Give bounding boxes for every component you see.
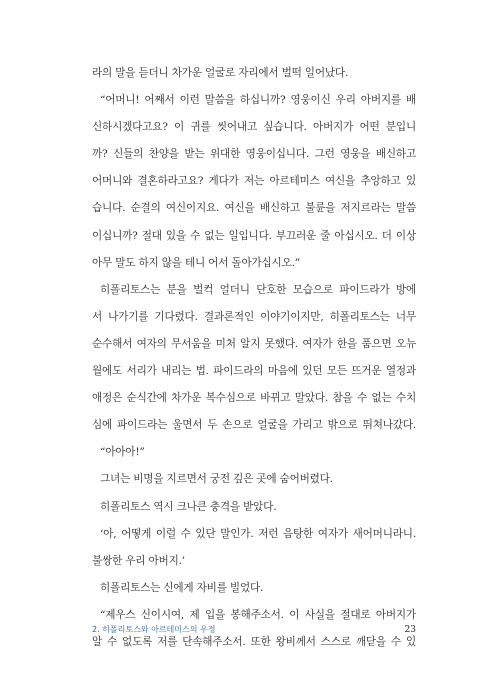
page-number: 23 [404,625,416,635]
text-line: 히폴리토스는 신에게 자비를 빌었다. [100,581,264,594]
text-line: 심에 파이드라는 울면서 두 손으로 얼굴을 가리고 밖으로 뛰쳐나갔다. [92,419,416,432]
text-line: ‘아, 어떻게 이럴 수 있단 말인가. 저런 음탕한 여자가 새어머니라니. [100,527,416,540]
text-line: 히폴리토스 역시 크나큰 충격을 받았다. [100,500,277,513]
text-line: 까? 신들의 찬양을 받는 위대한 영웅이십니다. 그런 영웅을 배신하고 [92,148,416,161]
text-line: 월에도 서리가 내리는 법. 파이드라의 마음에 있던 모든 뜨거운 열정과 [92,365,416,378]
text-line: 신하시겠다고요? 이 귀를 씻어내고 싶습니다. 아버지가 어떤 분입니 [92,121,416,134]
text-line: 아무 말도 하지 않을 테니 어서 돌아가십시오.” [92,256,300,269]
text-line: “어머니! 어째서 이런 말씀을 하십니까? 영웅이신 우리 아버지를 배 [100,94,416,107]
body-text [92,60,416,656]
text-line: 알 수 없도록 저를 단속해주소서. 또한 왕비께서 스스로 깨닫을 수 있 [92,635,416,648]
text-line: “아아아!” [100,446,145,459]
text-line: 어머니와 결혼하라고요? 게다가 저는 아르테미스 여신을 추앙하고 있 [92,175,416,188]
text-line: 애정은 순식간에 차가운 복수심으로 바뀌고 말았다. 참을 수 없는 수치 [92,392,416,405]
running-head: 2. 히폴리토스와 아르테미스의 우정 [92,625,216,634]
text-line: 순수해서 여자의 무서움을 미처 알지 못했다. 여자가 한을 품으면 오뉴 [92,337,416,350]
text-line: 이십니까? 절대 있을 수 없는 일입니다. 부끄러운 줄 아십시오. 더 이상 [92,229,416,242]
text-line: 불쌍한 우리 아버지.’ [92,554,185,567]
text-line: 서 나가기를 기다렸다. 결과론적인 이야기이지만, 히폴리토스는 너무 [92,310,416,323]
text-line: 그녀는 비명을 지르면서 궁전 깊은 곳에 숨어버렸다. [100,473,333,486]
text-line: 라의 말을 듣더니 차가운 얼굴로 자리에서 벌떡 일어났다. [92,67,349,79]
text-line: 히폴리토스는 분을 벌컥 얼더니 단호한 모습으로 파이드라가 방에 [100,283,416,296]
text-line: “제우스 신이시여, 제 입을 봉해주소서. 이 사실을 절대로 아버지가 [100,608,416,621]
text-line: 습니다. 순결의 여신이지요. 여신을 배신하고 불륜을 저지르라는 말씀 [92,202,416,215]
page-footer [92,622,416,638]
